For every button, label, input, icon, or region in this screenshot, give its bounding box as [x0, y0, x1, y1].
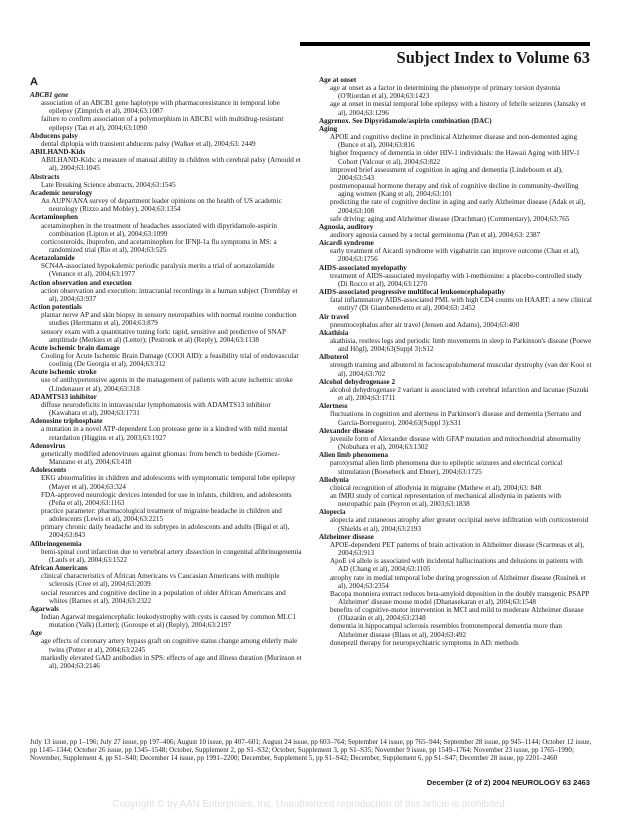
index-column-right	[319, 76, 592, 647]
index-heading: Adolescents	[30, 466, 67, 475]
index-subentry: age effects of coronary artery bypass graft on cognitive status change among elderly male twins (Potter et al), 2004;63:2245	[41, 637, 298, 654]
index-heading: Albuterol	[319, 353, 349, 362]
index-subentry: social resources and cognitive decline in a population of older African Americans and whites (Barnes et al), 2004;63:2322	[41, 588, 286, 605]
index-entry	[319, 329, 592, 353]
index-subentry: hemi-spinal cord infarction due to vertebral artery dissection in congenital afibrinogenemia (Laufs et al), 2004;63:1522	[41, 547, 302, 564]
index-heading: Allodynia	[319, 475, 349, 484]
index-entry	[30, 148, 302, 172]
index-heading: Aging	[319, 124, 338, 133]
index-subentry: plantar nerve AP and skin biopsy in sensory neuropathies with normal routine conduction studies (Herrmann et al), 2004;63:879	[41, 311, 297, 328]
index-entry	[319, 402, 592, 426]
index-entry	[30, 254, 302, 278]
index-subentry: strength training and albuterol in facioscapulohumeral muscular dystrophy (van der Kooi et al), 2004;63:702	[330, 361, 592, 378]
index-subentry: juvenile form of Alexander disease with GFAP mutation and mitochondrial abnormality (Nobuhara et al), 2004;63:1302	[330, 434, 582, 452]
index-subentry: alcohol dehydrogenase 2 variant is associated with cerebral infarction and lacunae (Suzuki et al), 2004;63:1711	[330, 385, 589, 403]
index-subentry: fluctuations in cognition and alertness in Parkinson's disease and dementia (Serrano and García-Borreguero), 2004;63(Suppl 3):S31	[330, 410, 582, 427]
index-entry	[319, 125, 592, 223]
index-entry	[30, 605, 302, 629]
index-entry	[30, 279, 302, 303]
index-entry	[30, 466, 302, 539]
index-subentry: genetically modified adenoviruses against gliomas: from bench to bedside (Gomez-Manzano et al), 2004;63:418	[41, 449, 280, 467]
section-letter: A	[30, 76, 38, 88]
index-heading: Acute ischemic stroke	[30, 368, 97, 377]
index-subentry: Indian Agarwal megalencephalic leukodystrophy with cysts is caused by common MLC1 mutation (Valk) (Letter); (Gorospe et al) (Reply), 2004;63:2197	[41, 613, 297, 630]
index-entry	[30, 173, 302, 189]
index-subentry: pneumocephalus after air travel (Jensen and Adams), 2004;63:400	[330, 320, 520, 329]
index-heading: Alzheimer disease	[319, 532, 374, 541]
index-entry	[319, 223, 592, 239]
index-subentry: acetaminophen in the treatment of headaches associated with dipyridamole-aspirin combination (Lipton et al), 2004;63:1099	[41, 221, 277, 238]
index-subentry: EKG abnormalities in children and adolescents with symptomatic temporal lobe epilepsy (Mayer et al), 2004;63:324	[41, 474, 296, 491]
index-subentry: age at onset as a factor in determining the phenotype of primary torsion dystonia (O'Riordan et al), 2004;63:1423	[330, 84, 561, 101]
index-subentry: atrophy rate in medial temporal lobe during progression of Alzheimer disease (Rusinek et al), 2004;63:2354	[330, 573, 586, 590]
index-subentry: primary chronic daily headache and its subtypes in adolescents and adults (Bigal et al), 2004;63:843	[41, 523, 290, 540]
index-heading: Action observation and execution	[30, 278, 132, 287]
index-heading: ABCB1 gene	[30, 91, 69, 99]
index-heading: Academic neurology	[30, 188, 93, 197]
index-subentry: Late Breaking Science abstracts, 2004;63:1545	[41, 180, 176, 189]
index-column-left	[30, 76, 302, 670]
page-footer: December (2 of 2) 2004 NEUROLOGY 63 2463	[426, 778, 590, 787]
index-entry	[319, 353, 592, 377]
index-entry	[319, 427, 592, 451]
index-subentry: An AUPN/ANA survey of department leader opinions on the health of US academic neurology (Rizzo and Mobley), 2004;63:1354	[41, 197, 282, 214]
index-entry	[319, 117, 592, 125]
index-subentry: fatal inflammatory AIDS-associated PML with high CD4 counts on HAART: a new clinical entity? (Di Giambenedetto et al), 2004;63: 2452	[330, 296, 592, 313]
index-subentry: a mutation in a novel ATP-dependent Lon protease gene in a kindred with mild mental retardation (Higgins et al), 2003;63:1927	[41, 425, 288, 442]
index-heading: Agnosia, auditory	[319, 222, 374, 231]
index-subentry: corticosteroids, ibuprofen, and acetaminophen for IFNβ-1a flu symptoms in MS: a randomized trial (Rio et al), 2004;63:525	[41, 237, 277, 254]
index-heading: Alcohol dehydrogenase 2	[319, 377, 396, 386]
index-subentry: dental diplopia with transient abducens palsy (Walker et al), 2004;63: 2449	[41, 139, 256, 148]
index-subentry: ABILHAND-Kids: a measure of manual ability in children with cerebral palsy (Arnould et al), 2004;63:1045	[41, 156, 301, 173]
index-entry	[30, 540, 302, 564]
index-subentry: treatment of AIDS-associated myelopathy with l-methionine: a placebo-controlled study (Di Rocco et al), 2004;63:1270	[330, 271, 583, 288]
index-subentry: clinical characteristics of African Americans vs Caucasian Americans with multiple sclerosis (Cree et al), 2004;63:2039	[41, 572, 280, 589]
index-heading: Action potentials	[30, 303, 82, 312]
index-heading: Acute ischemic brain damage	[30, 343, 120, 352]
index-subentry: postmenopausal hormone therapy and risk of cognitive decline in community-dwelling aging women (Kang et al), 2004;63:101	[330, 182, 579, 199]
index-subentry: ApoE ε4 allele is associated with incidental hallucinations and delusions in patients with AD (Chang et al), 2004;63:1105	[330, 557, 583, 574]
index-entry	[319, 476, 592, 509]
index-subentry: FDA-approved neurologic devices intended for use in infants, children, and adolescents (Peña et al), 2004;63:1163	[41, 490, 292, 507]
index-entry	[319, 508, 592, 532]
index-heading: ABILHAND-Kids	[30, 148, 86, 157]
index-subentry: Bacopa monniera extract reduces beta-amyloid deposition in the doubly transgenic PSAPP Alzheimer' disease mouse model (Dhanasekaran et al), 2004;63:1548	[330, 589, 590, 606]
index-heading: Age at onset	[319, 76, 357, 84]
index-entry	[30, 132, 302, 148]
index-subentry: auditory agnosia caused by a tectal germinoma (Pan et al), 2004;63: 2387	[330, 230, 541, 239]
index-heading: Alertness	[319, 402, 348, 411]
index-subentry: higher frequency of dementia in older HIV-1 individuals: the Hawaii Aging with HIV-1 Cohort (Valcour et al), 2004;63:822	[330, 149, 580, 166]
index-entry	[30, 629, 302, 670]
copyright-watermark: Copyright © by AAN Enterprises, Inc. Unauthorized reproduction of this article is prohibited.	[112, 799, 508, 810]
index-subentry: paroxysmal alien limb phenomena due to epileptic seizures and electrical cortical stimulation (Boesebeck and Ebner), 2004;63:1725	[330, 459, 563, 476]
index-entry	[319, 378, 592, 402]
index-entry	[30, 368, 302, 392]
index-subentry: markedly elevated GAD antibodies in SPS: effects of age and illness duration (Murinson et al), 2004;63:2146	[41, 653, 302, 670]
index-subentry: APOE-dependent PET patterns of brain activation in Alzheimer disease (Scarmeas et al), 2004;63:913	[330, 540, 585, 558]
index-entry	[319, 264, 592, 288]
index-subentry: SCN4A-associated hypokalemic periodic paralysis merits a trial of acetazolamide (Venance et al), 2004;63:1977	[41, 262, 275, 279]
page-title: Subject Index to Volume 63	[396, 48, 590, 67]
index-subentry: age at onset in mesial temporal lobe epilepsy with a history of febrile seizures (Janszky et al), 2004;63:1296	[330, 100, 586, 117]
index-subentry: APOE and cognitive decline in preclinical Alzheimer disease and non-demented aging (Bunce et al), 2004;63:816	[330, 133, 578, 150]
index-heading: Abducens palsy	[30, 131, 78, 140]
index-subentry: Cooling for Acute Ischemic Brain Damage (COOl AID): a feasibility trial of endovascular coolinig (De Georgia et al), 2004;63:312	[41, 352, 299, 369]
index-subentry: early treatment of Aicardi syndrome with vigabatrin can improve outcome (Chau et al), 2004;63:1756	[330, 247, 580, 264]
index-entry	[30, 442, 302, 466]
index-heading: Aggrenox. See Dipyridamole/aspirin combination (DAC)	[319, 116, 492, 125]
index-subentry: sensory exam with a quantitative tuning fork: rapid, sensitive and predictive of SNAP amplitude (Merkies et al) (Letter); (Pestronk et al) (Reply), 2004;63:1138	[41, 327, 286, 344]
index-subentry: predicting the rate of cognitive decline in aging and early Alzheimer disease (Adak et al), 2004;63:108	[330, 198, 586, 215]
index-entry	[30, 564, 302, 605]
index-subentry: association of an ABCB1 gene haplotype with pharmacoresistance in temporal lobe epilepsy (Zimprich et al), 2004;63:1087	[41, 99, 280, 116]
index-subentry: safe driving: aging and Alzheimer disease (Drachman) (Commentary), 2004;63:765	[330, 214, 570, 223]
index-subentry: improved brief assessment of cognition in aging and dementia (Lindeboom et al), 2004;63:543	[330, 165, 563, 182]
index-entry	[319, 533, 592, 647]
index-heading: Agarwals	[30, 604, 59, 613]
index-heading: ADAMTS13 inhibitor	[30, 392, 97, 401]
index-heading: Age	[30, 629, 42, 638]
index-heading: Acetazolamide	[30, 254, 75, 263]
index-entry	[319, 76, 592, 117]
index-heading: Acetaminophen	[30, 213, 79, 222]
title-rule	[300, 42, 590, 46]
index-heading: Alopecia	[319, 508, 346, 517]
index-heading: Air travel	[319, 312, 349, 321]
index-heading: Afibrinogenemia	[30, 539, 82, 548]
index-heading: AIDS-associated progressive multifocal leukoencephalopathy	[319, 288, 505, 297]
index-entry	[30, 213, 302, 254]
index-heading: Akathisia	[319, 328, 349, 337]
index-heading: Alexander disease	[319, 426, 374, 435]
index-subentry: dementia in hippocampal sclerosis resembles frontotemporal dementia more than Alzheimer disease (Blass et al), 2004;63:492	[330, 622, 562, 639]
index-subentry: clinical recognition of allodynia in migraine (Mathew et al), 2004;63: 848	[330, 483, 542, 492]
index-entry	[30, 344, 302, 368]
issue-pagination-note: July 13 issue, pp 1–196; July 27 issue, pp 197–406; August 10 issue, pp 407–601; August 24 issue, pp 603–764; September 14 issue, pp 765–944; September 28 issue, pp 945–1144; October 12 issue, pp 1145–1344; October 26 issue, pp 1345–1548; October, Supplement 2, pp S1–S32; October, Supplement 3, pp S1–S35; November 9 issue, pp 1549–1764; November 23 issue, pp 1765–1990; November, Supplement 4, pp S1–S40; December 14 issue, pp 1991–2200; December, Supplement 5, pp S1–S42; December, Supplement 6, pp S1–S47; December 28 issue, pp 2201–2460	[30, 738, 592, 763]
index-subentry: donepezil therapy for neuropsychiatric symptoms in AD: methods	[330, 638, 519, 647]
index-subentry: use of antihypertensive agents in the management of patients with acute ischemic stroke (Lindenauer et al), 2004;63:318	[41, 376, 293, 393]
index-heading: Alien limb phenomena	[319, 451, 389, 460]
index-heading: Adenovirus	[30, 441, 66, 450]
index-heading: African Americans	[30, 564, 88, 573]
index-entry	[319, 288, 592, 312]
index-entry	[319, 239, 592, 263]
index-subentry: action observation and execution: intracranial recordings in a human subject (Tremblay et al), 2004;63:937	[41, 286, 298, 303]
index-entry	[319, 313, 592, 329]
index-entry	[30, 189, 302, 213]
index-heading: Abstracts	[30, 172, 60, 181]
index-heading: AIDS-associated myelopathy	[319, 263, 407, 272]
index-entry	[30, 417, 302, 441]
index-subentry: benefits of cognitive-motor intervention in MCI and mild to moderate Alzheimer disease (Olazarán et al), 2004;63:2348	[330, 606, 584, 623]
index-subentry: akathisia, restless legs and periodic limb movements in sleep in Parkinson's disease (Poewe and Högl), 2004;63(Suppl 3):S12	[330, 337, 592, 354]
index-heading: Aicardi syndrome	[319, 239, 374, 248]
index-heading: Adenosine triphosphate	[30, 417, 103, 426]
index-subentry: practice parameter: pharmacological treatment of migraine headache in children and adolescents (Lewis et al), 2004;63:2215	[41, 506, 282, 524]
index-subentry: alopecia and cutaneous atrophy after greater occipital nerve infiltration with corticosteroid (Shields et al), 2004;63:2193	[330, 516, 589, 533]
index-entry	[30, 393, 302, 417]
index-subentry: diffuse neurodeficits in intravascular lymphomatosis with ADAMTS13 inhibitor (Kawahara et al), 2004;63:1731	[41, 400, 271, 418]
index-entry	[319, 451, 592, 475]
index-entry	[30, 303, 302, 344]
index-subentry: an fMRI study of cortical representation of mechanical allodynia in patients with neuropathic pain (Peyron et al), 2003;63:1838	[330, 491, 562, 509]
index-subentry: failure to confirm association of a polymorphism in ABCB1 with multidrug-resistant epilepsy (Tan et al), 2004;63:1090	[41, 115, 284, 132]
index-entry	[30, 91, 302, 132]
